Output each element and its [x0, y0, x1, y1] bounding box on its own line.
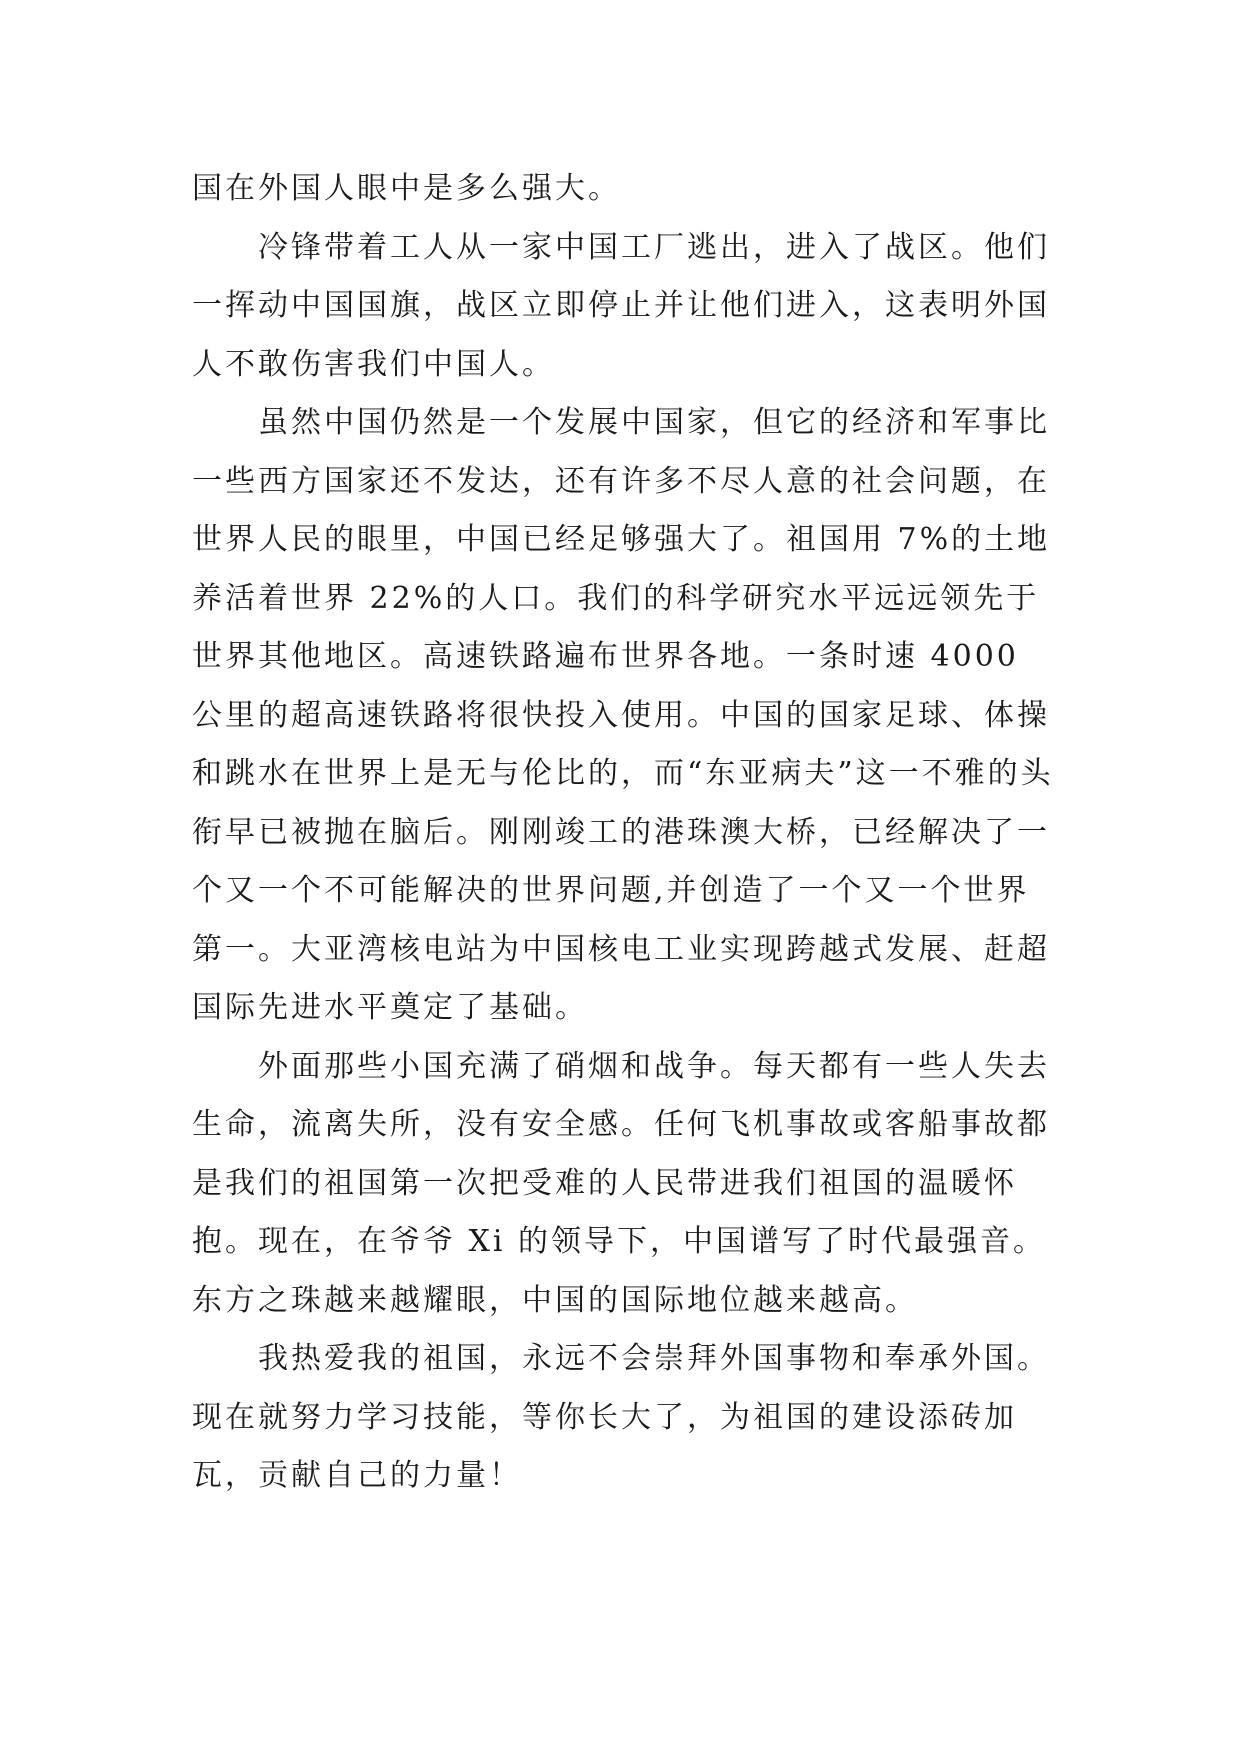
paragraph-5: 我热爱我的祖国，永远不会崇拜外国事物和奉承外国。现在就努力学习技能，等你长大了，为祖国的建设添砖加瓦，贡献自己的力量！: [192, 1341, 1050, 1493]
document-body: [192, 160, 1060, 1506]
paragraph-2: 冷锋带着工人从一家中国工厂逃出，进入了战区。他们一挥动中国国旗，战区立即停止并让他们进入，这表明外国人不敢伤害我们中国人。: [192, 229, 1050, 382]
paragraph-3: 虽然中国仍然是一个发展中国家，但它的经济和军事比一些西方国家还不发达，还有许多不尽人意的社会问题，在世界人民的眼里，中国已经足够强大了。祖国用 7%的土地养活着世界 22%的人口。我们的科学研究水平远远领先于世界其他地区。高速铁路遍布世界各地。一条时速 4000 公里的超高速铁路将很快投入使用。中国的国家足球、体操和跳水在世界上是无与伦比的，而“东亚病夫”这一不雅的头衔早已被抛在脑后。刚刚竣工的港珠澳大桥，已经解决了一个又一个不可能解决的世界问题,并创造了一个又一个世界第一。大亚湾核电站为中国核电工业实现跨越式发展、赶超国际先进水平奠定了基础。: [192, 405, 1054, 1025]
paragraph-4: 外面那些小国充满了硝烟和战争。每天都有一些人失去生命，流离失所，没有安全感。任何飞机事故或客船事故都是我们的祖国第一次把受难的人民带进我们祖国的温暖怀抱。现在，在爷爷 Xi 的领导下，中国谱写了时代最强音。东方之珠越来越耀眼，中国的国际地位越来越高。: [192, 1048, 1050, 1318]
paragraph-1: 国在外国人眼中是多么强大。: [192, 171, 621, 206]
